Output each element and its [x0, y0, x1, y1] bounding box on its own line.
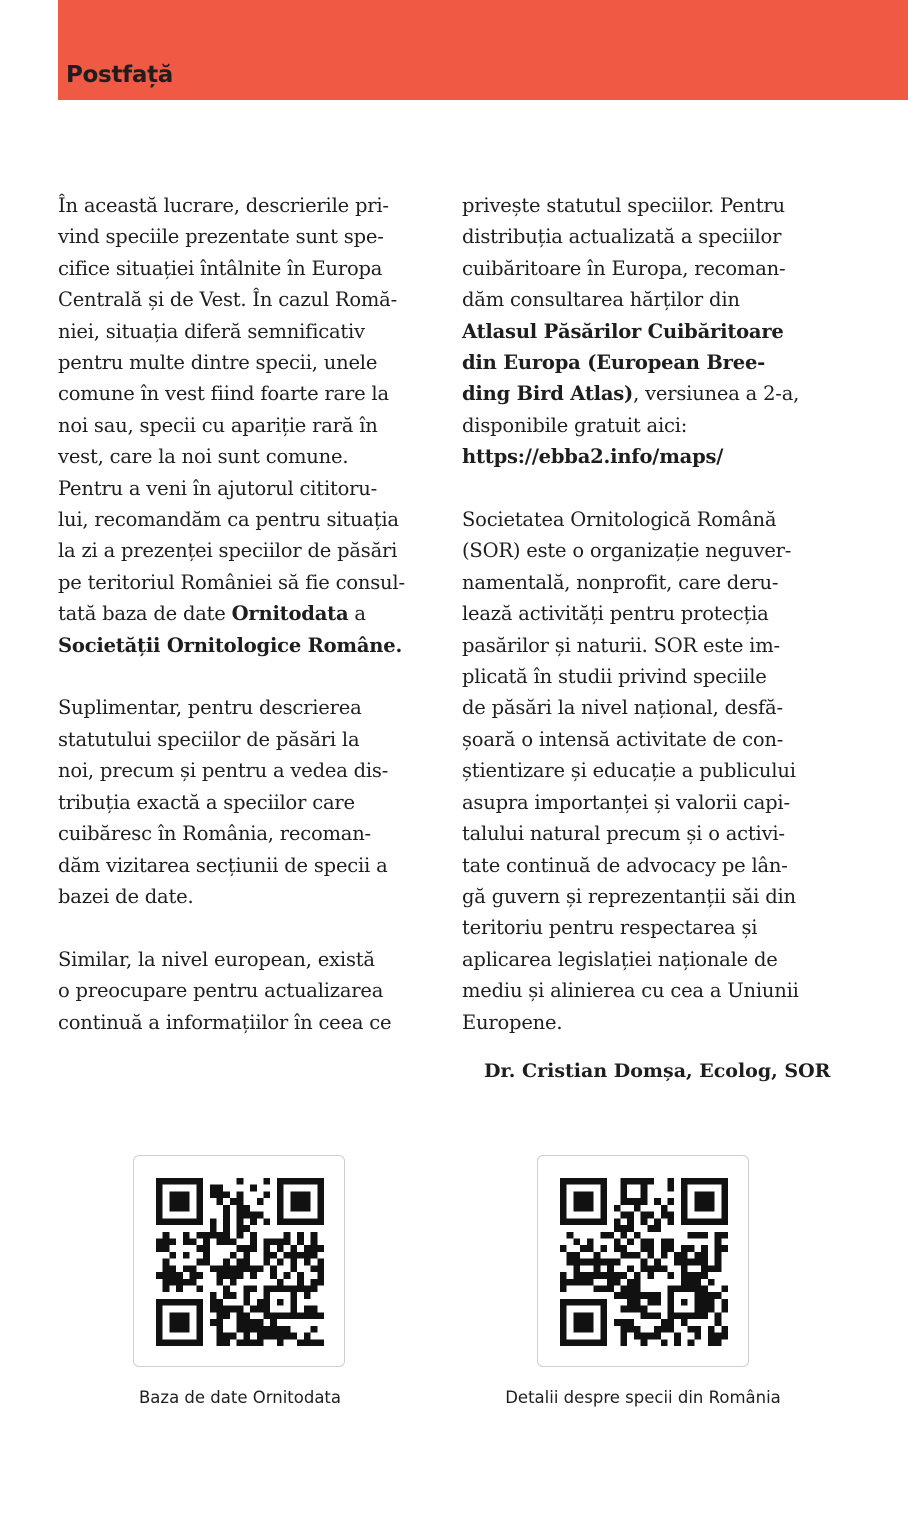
text-run: de păsări la nivel național, desfă- [462, 696, 783, 720]
text-line [58, 881, 428, 912]
text-line [58, 441, 428, 472]
text-line [462, 755, 842, 786]
text-line [58, 850, 428, 881]
text-run: noi, precum și pentru a vedea dis- [58, 759, 389, 783]
text-run: dăm vizitarea secțiunii de specii a [58, 853, 388, 877]
text-line [58, 378, 428, 409]
text-run: Pentru a veni în ajutorul cititoru- [58, 476, 378, 500]
text-line [462, 378, 842, 409]
text-line [58, 818, 428, 849]
text-run: la zi a prezenței speciilor de păsări [58, 539, 398, 563]
text-run: continuă a informațiilor în ceea ce [58, 1010, 392, 1034]
text-run: tate continuă de advocacy pe lân- [462, 853, 788, 877]
text-line [58, 724, 428, 755]
text-line [462, 190, 842, 221]
text-run: comune în vest fiind foarte rare la [58, 382, 389, 406]
text-run: tată baza de date [58, 602, 232, 626]
text-run: asupra importanței și valorii capi- [462, 790, 790, 814]
bold-text-run: https://ebba2.info/maps/ [462, 445, 724, 469]
text-line [58, 944, 428, 975]
text-run: gă guvern și reprezentanții săi din [462, 884, 796, 908]
text-line [462, 441, 842, 472]
text-run: Centrală și de Vest. În cazul Romă- [58, 288, 398, 312]
text-line [58, 598, 428, 629]
qr-code-icon [560, 1178, 728, 1346]
text-line [462, 504, 842, 535]
text-run: talului natural precum și o activi- [462, 822, 785, 846]
text-line [58, 975, 428, 1006]
text-line [58, 1007, 428, 1038]
text-line [462, 881, 842, 912]
text-line [462, 944, 842, 975]
text-line [58, 284, 428, 315]
text-run: Suplimentar, pentru descrierea [58, 696, 362, 720]
text-line [58, 787, 428, 818]
qr-caption-ornitodata: Baza de date Ornitodata [138, 1388, 342, 1407]
text-line [58, 316, 428, 347]
text-run: o preocupare pentru actualizarea [58, 979, 384, 1003]
paragraph-gap [462, 473, 842, 504]
text-line [462, 347, 842, 378]
text-line [58, 692, 428, 723]
text-line [462, 975, 842, 1006]
text-line [462, 1007, 842, 1038]
text-line [462, 567, 842, 598]
text-run: vest, care la noi sunt comune. [58, 445, 349, 469]
text-line [462, 787, 842, 818]
bold-text-run: Atlasul Păsărilor Cuibăritoare [462, 319, 784, 343]
right-text-column [462, 190, 842, 1038]
page-title: Postfață [66, 62, 173, 88]
text-line [462, 535, 842, 566]
text-line [58, 567, 428, 598]
text-line [58, 504, 428, 535]
text-line [462, 316, 842, 347]
text-line [462, 724, 842, 755]
text-line [462, 221, 842, 252]
text-line [58, 473, 428, 504]
author-signature: Dr. Cristian Domșa, Ecolog, SOR [484, 1060, 831, 1082]
bold-text-run: Ornitodata [231, 602, 349, 626]
header-band [58, 0, 908, 100]
text-run: namentală, nonprofit, care deru- [462, 570, 779, 594]
text-run: În această lucrare, descrierile pri- [58, 194, 389, 217]
text-run: aplicarea legislației naționale de [462, 947, 778, 971]
text-line [462, 692, 842, 723]
text-run: Societatea Ornitologică Română [462, 508, 777, 532]
text-run: mediu și alinierea cu cea a Uniunii [462, 979, 799, 1003]
text-line [58, 347, 428, 378]
text-run: vind speciile prezentate sunt spe- [58, 225, 384, 249]
text-run: privește statutul speciilor. Pentru [462, 194, 785, 217]
text-line [462, 284, 842, 315]
text-run: a [348, 602, 366, 626]
bold-text-run: Societății Ornitologice Române. [58, 633, 403, 657]
text-line [462, 410, 842, 441]
text-run: pe teritoriul României să fie consul- [58, 570, 405, 594]
text-run: știentizare și educație a publicului [462, 759, 796, 783]
text-line [462, 598, 842, 629]
text-run: bazei de date. [58, 884, 194, 908]
text-run: cifice situației întâlnite în Europa [58, 256, 383, 280]
text-run: dăm consultarea hărților din [462, 288, 740, 312]
text-line [58, 755, 428, 786]
text-line [462, 661, 842, 692]
text-line [58, 253, 428, 284]
text-run: pentru multe dintre specii, unele [58, 351, 378, 375]
text-run: cuibăresc în România, recoman- [58, 822, 371, 846]
left-text-column [58, 190, 428, 1038]
bold-text-run: din Europa (European Bree- [462, 351, 766, 375]
text-line [58, 535, 428, 566]
text-run: șoară o intensă activitate de con- [462, 727, 784, 751]
qr-code-species-romania[interactable] [537, 1155, 749, 1367]
text-run: cuibăritoare în Europa, recoman- [462, 256, 786, 280]
text-line [58, 190, 428, 221]
text-run: pasărilor și naturii. SOR este im- [462, 633, 780, 657]
qr-code-icon [156, 1178, 324, 1346]
text-line [462, 818, 842, 849]
text-run: tribuția exactă a speciilor care [58, 790, 355, 814]
text-run: , versiunea a 2-a, [633, 382, 800, 406]
paragraph-gap [58, 912, 428, 943]
text-line [58, 410, 428, 441]
text-line [58, 630, 428, 661]
text-run: Similar, la nivel european, există [58, 947, 375, 971]
text-run: niei, situația diferă semnificativ [58, 319, 365, 343]
qr-caption-species-romania: Detalii despre specii din România [505, 1388, 781, 1407]
text-line [462, 253, 842, 284]
text-run: Europene. [462, 1010, 563, 1034]
text-run: distribuția actualizată a speciilor [462, 225, 782, 249]
text-run: statutului speciilor de păsări la [58, 727, 360, 751]
text-run: lui, recomandăm ca pentru situația [58, 508, 399, 532]
text-run: teritoriu pentru respectarea și [462, 916, 758, 940]
bold-text-run: ding Bird Atlas) [462, 382, 634, 406]
text-run: noi sau, specii cu apariție rară în [58, 413, 378, 437]
text-line [462, 850, 842, 881]
text-line [462, 630, 842, 661]
text-line [58, 221, 428, 252]
text-run: plicată în studii privind speciile [462, 665, 767, 689]
text-run: lează activități pentru protecția [462, 602, 769, 626]
text-run: disponibile gratuit aici: [462, 413, 688, 437]
text-line [462, 912, 842, 943]
qr-code-ornitodata[interactable] [133, 1155, 345, 1367]
text-run: (SOR) este o organizație neguver- [462, 539, 792, 563]
paragraph-gap [58, 661, 428, 692]
